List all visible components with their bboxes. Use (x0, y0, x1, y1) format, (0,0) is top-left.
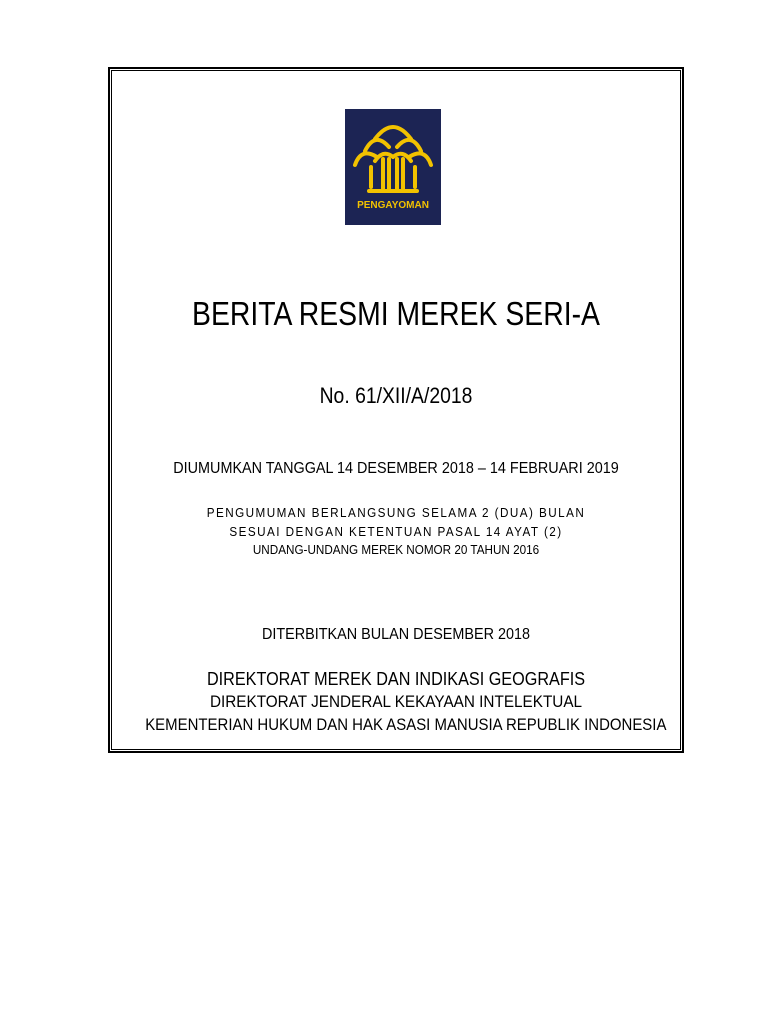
document-title: BERITA RESMI MEREK SERI-A (192, 295, 600, 332)
issuer-directorate-general: DIREKTORAT JENDERAL KEKAYAAN INTELEKTUAL (209, 692, 583, 711)
document-number: No. 61/XII/A/2018 (319, 383, 473, 408)
logo-caption: PENGAYOMAN (357, 200, 429, 211)
banyan-tree-emblem-icon (345, 109, 441, 225)
duration-line-2: SESUAI DENGAN KETENTUAN PASAL 14 AYAT (2) (229, 524, 563, 539)
issuer-directorate: DIREKTORAT MEREK DAN INDIKASI GEOGRAFIS (206, 669, 586, 689)
published-date: DITERBITKAN BULAN DESEMBER 2018 (261, 626, 531, 643)
duration-line-1: PENGUMUMAN BERLANGSUNG SELAMA 2 (DUA) BULAN (206, 505, 586, 520)
announcement-dates: DIUMUMKAN TANGGAL 14 DESEMBER 2018 – 14 FEBRUARI 2019 (173, 460, 619, 477)
issuer-ministry: KEMENTERIAN HUKUM DAN HAK ASASI MANUSIA REPUBLIK INDONESIA (145, 715, 667, 734)
duration-line-3: UNDANG-UNDANG MEREK NOMOR 20 TAHUN 2016 (252, 542, 540, 557)
pengayoman-logo (345, 109, 441, 225)
